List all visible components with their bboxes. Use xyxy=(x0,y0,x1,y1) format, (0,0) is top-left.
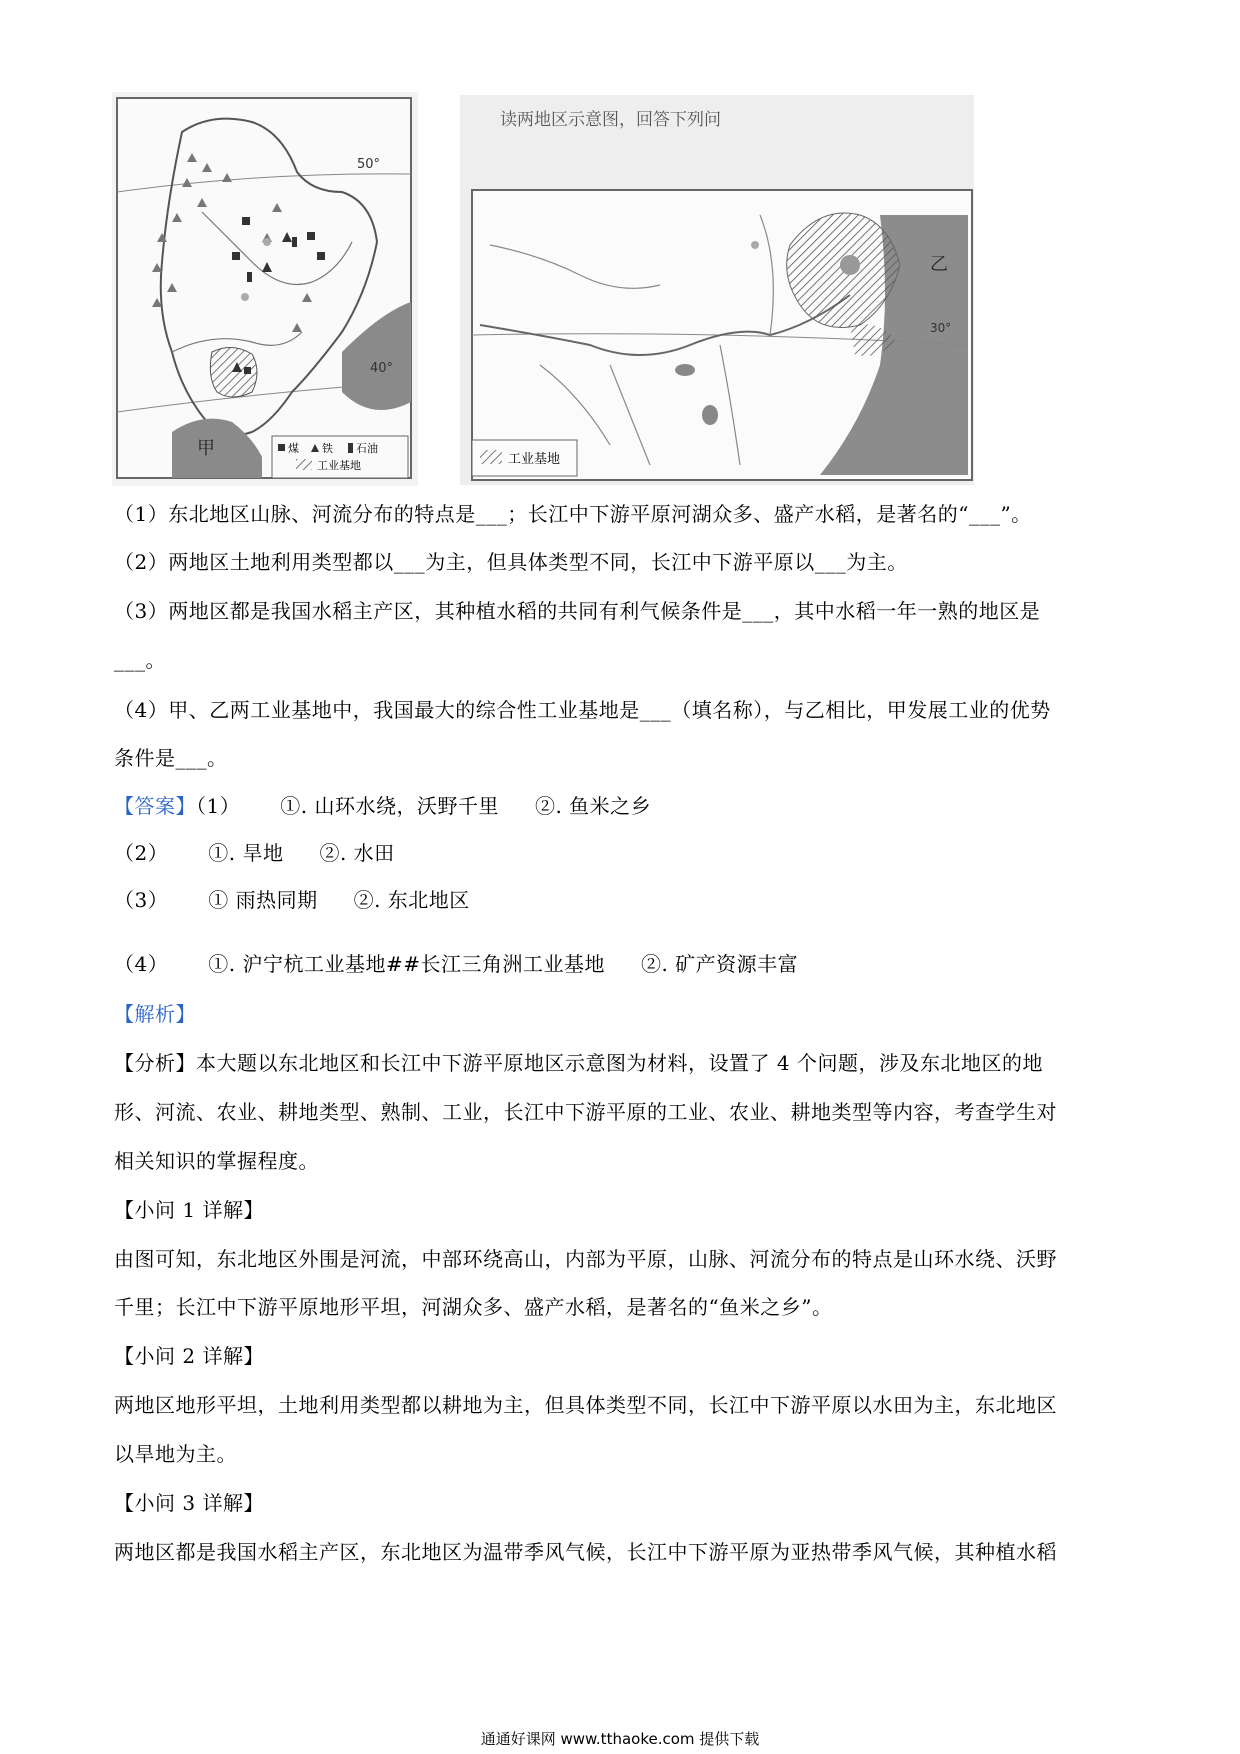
answer-1-b: ②. 鱼米之乡 xyxy=(534,794,652,818)
lat-30-label: 30° xyxy=(930,321,952,335)
analysis-para-6: 两地区地形平坦，土地利用类型都以耕地为主，但具体类型不同，长江中下游平原以水田为主，东北地区 xyxy=(114,1393,1057,1417)
question-3: （3）两地区都是我国水稻主产区，其种植水稻的共同有利气候条件是___，其中水稻一年一熟的地区是 xyxy=(114,599,1041,623)
answer-1 xyxy=(114,792,1124,820)
question-2: （2）两地区土地利用类型都以___为主，但具体类型不同，长江中下游平原以___为主。 xyxy=(114,550,908,574)
answer-4-a: ①. 沪宁杭工业基地##长江三角洲工业基地 xyxy=(208,952,605,976)
analysis-para-5: 千里；长江中下游平原地形平坦，河湖众多、盛产水稻，是著名的“鱼米之乡”。 xyxy=(114,1295,833,1319)
yangtze-map xyxy=(460,95,974,485)
sub-question-3-heading: 【小问 3 详解】 xyxy=(114,1491,264,1515)
legend-iron: 铁 xyxy=(322,442,333,455)
analysis-para-8: 两地区都是我国水稻主产区，东北地区为温带季风气候，长江中下游平原为亚热带季风气候，其种植水稻 xyxy=(114,1540,1057,1564)
lat-40-label: 40° xyxy=(370,361,394,376)
lat-50-label: 50° xyxy=(357,157,381,172)
label-yi: 乙 xyxy=(930,254,948,275)
analysis-label: 【解析】 xyxy=(114,1002,196,1026)
analysis-para-1: 【分析】本大题以东北地区和长江中下游平原地区示意图为材料，设置了 4 个问题，涉及东北地区的地 xyxy=(114,1051,1043,1075)
answer-2-a: ①. 旱地 xyxy=(208,841,284,865)
analysis-para-2: 形、河流、农业、耕地类型、熟制、工业，长江中下游平原的工业、农业、耕地类型等内容，考查学生对 xyxy=(114,1100,1057,1124)
answer-2 xyxy=(114,839,1124,867)
sub-question-2-heading: 【小问 2 详解】 xyxy=(114,1344,264,1368)
label-jia: 甲 xyxy=(197,438,215,459)
answer-4-b: ②. 矿产资源丰富 xyxy=(640,952,799,976)
answer-4 xyxy=(114,950,1124,978)
answer-2-b: ②. 水田 xyxy=(319,841,395,865)
legend-oil: 石油 xyxy=(356,442,378,455)
answer-1-num: （1） xyxy=(196,794,241,818)
question-4: （4）甲、乙两工业基地中，我国最大的综合性工业基地是___（填名称），与乙相比，甲发展工业的优势 xyxy=(114,698,1051,722)
analysis-para-7: 以旱地为主。 xyxy=(114,1442,237,1466)
question-4-cont: 条件是___。 xyxy=(114,746,228,770)
sub-question-1-heading: 【小问 1 详解】 xyxy=(114,1198,264,1222)
legend-industry: 工业基地 xyxy=(317,459,361,472)
answer-3 xyxy=(114,886,1124,914)
legend-coal: 煤 xyxy=(288,442,299,455)
question-3-cont: ___。 xyxy=(114,648,166,672)
answer-2-num: （2） xyxy=(114,841,169,865)
answer-3-b: ②. 东北地区 xyxy=(353,888,470,912)
answer-label: 【答案】 xyxy=(114,794,196,818)
analysis-para-3: 相关知识的掌握程度。 xyxy=(114,1149,319,1173)
answer-1-a: ①. 山环水绕，沃野千里 xyxy=(280,794,499,818)
answer-3-a: ① 雨热同期 xyxy=(208,888,318,912)
legend-industry-right: 工业基地 xyxy=(508,452,561,467)
answer-3-num: （3） xyxy=(114,888,169,912)
map-header-text: 读两地区示意图，回答下列问 xyxy=(500,110,721,130)
analysis-para-4: 由图可知，东北地区外围是河流，中部环绕高山，内部为平原，山脉、河流分布的特点是山环水绕、沃野 xyxy=(114,1247,1057,1271)
question-1: （1）东北地区山脉、河流分布的特点是___；长江中下游平原河湖众多、盛产水稻，是著名的“___”。 xyxy=(114,502,1032,526)
page-footer: 通通好课网 www.tthaoke.com 提供下载 xyxy=(480,1730,760,1748)
northeast-map xyxy=(112,92,418,486)
answer-4-num: （4） xyxy=(114,952,169,976)
